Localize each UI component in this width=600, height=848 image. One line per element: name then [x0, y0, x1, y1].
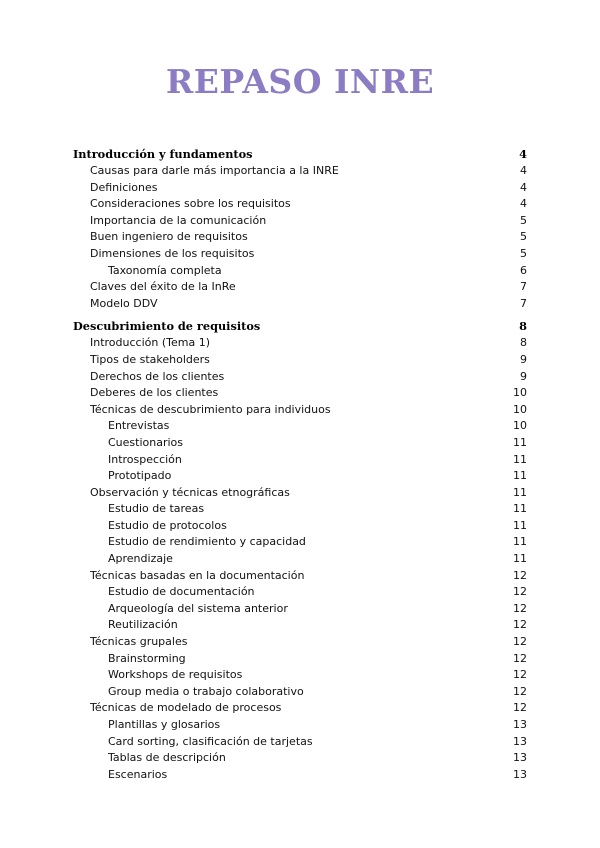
- toc-page-number: 11: [513, 552, 527, 566]
- toc-subentry[interactable]: [73, 617, 527, 634]
- toc-page-number: 4: [520, 180, 527, 194]
- toc-section-heading[interactable]: [73, 146, 527, 163]
- toc-entry-text: Plantillas y glosarios: [108, 718, 221, 731]
- toc-subentry[interactable]: [73, 684, 527, 701]
- toc-page-number: 11: [513, 518, 527, 532]
- toc-page-number: 12: [513, 585, 527, 599]
- toc-entry-text: Brainstorming: [108, 651, 186, 665]
- toc-entry-text: Definiciones: [90, 180, 158, 194]
- toc-page-number: 13: [513, 718, 527, 731]
- toc-entry-text: Entrevistas: [108, 419, 170, 433]
- toc-entry[interactable]: [73, 180, 527, 197]
- toc-page-number: 4: [519, 147, 527, 161]
- toc-page-number: 13: [513, 751, 527, 765]
- toc-entry-text: Consideraciones sobre los requisitos: [90, 197, 291, 211]
- toc-entry-text: Taxonomía completa: [108, 263, 222, 277]
- toc-entry[interactable]: [73, 369, 527, 386]
- toc-subentry[interactable]: [73, 468, 527, 485]
- toc-page-number: 12: [513, 684, 527, 698]
- toc-subentry[interactable]: [73, 263, 527, 280]
- toc-section-heading[interactable]: [73, 318, 527, 335]
- toc-entry-text: Causas para darle más importancia a la INRE: [90, 164, 339, 177]
- toc-entry-text: Técnicas de descubrimiento para individuos: [90, 402, 331, 416]
- toc-page-number: 12: [513, 668, 527, 682]
- toc-subentry[interactable]: [73, 734, 527, 751]
- toc-page-number: 9: [520, 369, 527, 383]
- toc-entry[interactable]: [73, 385, 527, 402]
- toc-subentry[interactable]: [73, 452, 527, 469]
- toc-page-number: 10: [513, 402, 527, 416]
- toc-entry-text: Derechos de los clientes: [90, 369, 225, 383]
- toc-entry-text: Deberes de los clientes: [90, 386, 219, 400]
- toc-entry[interactable]: [73, 163, 527, 180]
- toc-entry-text: Tablas de descripción: [108, 751, 226, 765]
- toc-entry[interactable]: [73, 246, 527, 263]
- toc-page-number: 10: [513, 386, 527, 400]
- toc-section-title: Descubrimiento de requisitos: [73, 319, 261, 334]
- toc-page-number: 6: [520, 263, 527, 277]
- toc-entry-text: Arqueología del sistema anterior: [108, 601, 288, 615]
- toc-page-number: 5: [520, 213, 527, 227]
- toc-page-number: 12: [513, 651, 527, 665]
- toc-entry-text: Buen ingeniero de requisitos: [90, 230, 248, 244]
- toc-entry-text: Claves del éxito de la InRe: [90, 280, 236, 294]
- toc-page-number: 9: [520, 352, 527, 366]
- toc-subentry[interactable]: [73, 534, 527, 551]
- toc-entry[interactable]: [73, 634, 527, 651]
- toc-entry-text: Estudio de tareas: [108, 502, 205, 516]
- toc-entry-text: Workshops de requisitos: [108, 668, 243, 682]
- toc-entry-text: Prototipado: [108, 469, 172, 483]
- toc-page-number: 4: [520, 197, 527, 211]
- toc-subentry[interactable]: [73, 518, 527, 535]
- toc-entry[interactable]: [73, 568, 527, 585]
- toc-entry[interactable]: [73, 352, 527, 369]
- toc-page-number: 5: [520, 246, 527, 260]
- toc-page-number: 8: [519, 319, 527, 334]
- toc-entry-text: Escenarios: [108, 767, 168, 781]
- toc-subentry[interactable]: [73, 418, 527, 435]
- toc-page-number: 13: [513, 734, 527, 748]
- toc-entry[interactable]: [73, 700, 527, 717]
- toc-subentry[interactable]: [73, 651, 527, 668]
- toc-entry[interactable]: [73, 335, 527, 352]
- toc-page-number: 11: [513, 452, 527, 466]
- toc-page-number: 12: [513, 701, 527, 715]
- toc-subentry[interactable]: [73, 667, 527, 684]
- toc-subentry[interactable]: [73, 601, 527, 618]
- toc-subentry[interactable]: [73, 767, 527, 784]
- document-title: REPASO INRE: [165, 62, 435, 101]
- toc-entry-text: Técnicas basadas en la documentación: [90, 568, 305, 582]
- toc-entry-text: Card sorting, clasificación de tarjetas: [108, 734, 313, 748]
- toc-page-number: 7: [520, 296, 527, 310]
- table-of-contents: [73, 146, 527, 783]
- toc-entry-text: Introducción (Tema 1): [90, 336, 210, 350]
- toc-page-number: 12: [513, 568, 527, 582]
- toc-page-number: 7: [520, 280, 527, 294]
- toc-entry-text: Estudio de rendimiento y capacidad: [108, 535, 306, 549]
- toc-entry[interactable]: [73, 229, 527, 246]
- toc-subentry[interactable]: [73, 501, 527, 518]
- toc-entry-text: Técnicas de modelado de procesos: [90, 701, 282, 715]
- toc-page-number: 8: [520, 336, 527, 350]
- toc-page-number: 12: [513, 618, 527, 632]
- toc-entry[interactable]: [73, 485, 527, 502]
- toc-entry-text: Reutilización: [108, 618, 178, 632]
- toc-entry-text: Estudio de documentación: [108, 585, 255, 599]
- toc-page-number: 5: [520, 230, 527, 244]
- toc-page-number: 12: [513, 635, 527, 649]
- toc-entry-text: Observación y técnicas etnográficas: [90, 485, 290, 499]
- toc-page-number: 12: [513, 601, 527, 615]
- toc-page-number: 11: [513, 435, 527, 449]
- toc-section-title: Introducción y fundamentos: [73, 147, 253, 161]
- toc-entry-text: Group media o trabajo colaborativo: [108, 684, 304, 698]
- toc-page-number: 11: [513, 535, 527, 549]
- toc-entry-text: Importancia de la comunicación: [90, 213, 267, 227]
- toc-subentry[interactable]: [73, 551, 527, 568]
- toc-page-number: 11: [513, 485, 527, 499]
- toc-entry[interactable]: [73, 279, 527, 296]
- toc-page-number: 10: [513, 419, 527, 433]
- toc-entry-text: Modelo DDV: [90, 296, 158, 310]
- toc-entry-text: Aprendizaje: [108, 552, 173, 566]
- toc-subentry[interactable]: [73, 584, 527, 601]
- toc-entry[interactable]: [73, 196, 527, 213]
- toc-entry-text: Dimensiones de los requisitos: [90, 246, 255, 260]
- toc-entry-text: Cuestionarios: [108, 435, 184, 449]
- toc-entry[interactable]: [73, 213, 527, 230]
- toc-entry-text: Estudio de protocolos: [108, 518, 227, 532]
- toc-page-number: 13: [513, 767, 527, 781]
- toc-entry[interactable]: [73, 296, 527, 313]
- toc-page-number: 11: [513, 502, 527, 516]
- toc-entry-text: Técnicas grupales: [90, 635, 188, 649]
- toc-page-number: 11: [513, 469, 527, 483]
- toc-entry-text: Introspección: [108, 452, 182, 466]
- toc-subentry[interactable]: [73, 435, 527, 452]
- toc-subentry[interactable]: [73, 717, 527, 734]
- toc-entry-text: Tipos de stakeholders: [90, 352, 210, 366]
- toc-page-number: 4: [520, 164, 527, 177]
- toc-entry[interactable]: [73, 402, 527, 419]
- toc-subentry[interactable]: [73, 750, 527, 767]
